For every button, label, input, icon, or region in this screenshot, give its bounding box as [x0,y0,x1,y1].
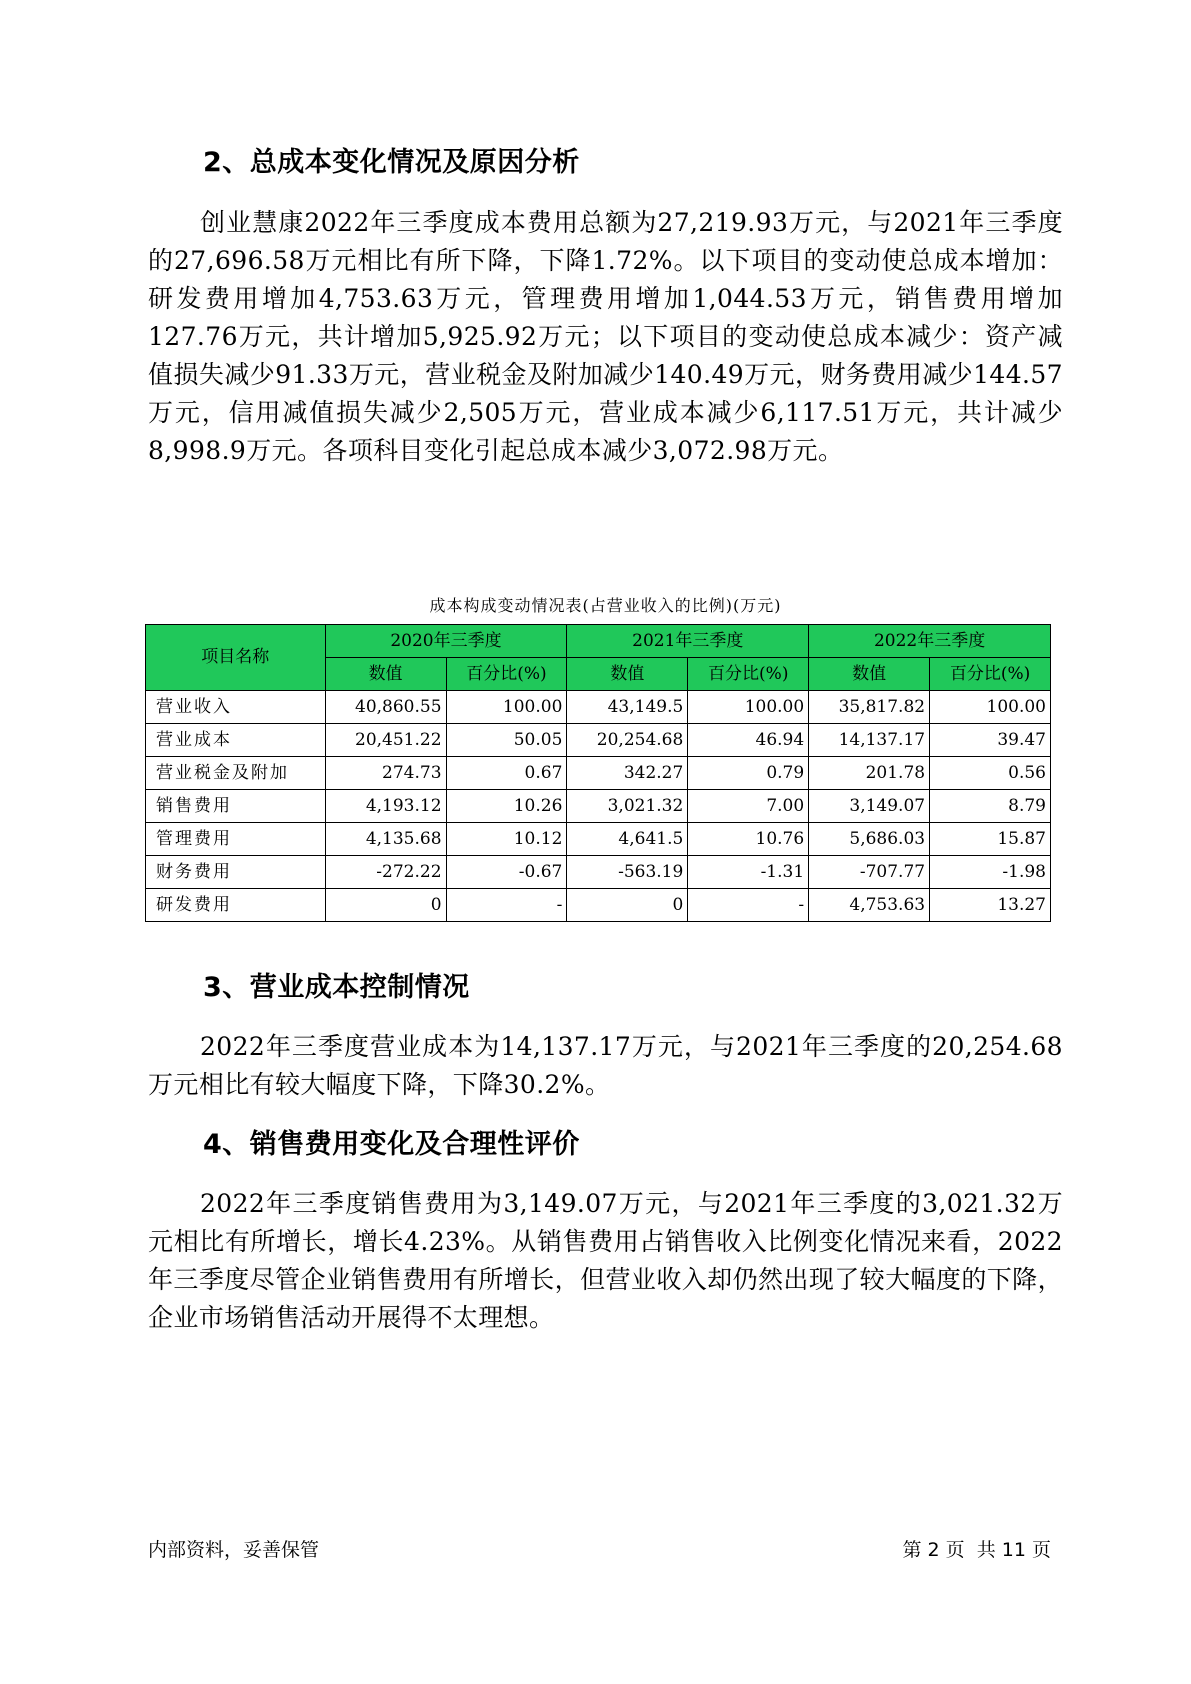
percent-header: 百分比(%) [688,658,809,691]
table-row [146,889,1051,922]
section-3-paragraph: 2022年三季度营业成本为14,137.17万元，与2021年三季度的20,254.68万元相比有较大幅度下降，下降30.2%。 [148,1032,1063,1099]
table-header-row [146,625,1051,658]
cell: 15.87 [930,823,1051,856]
cell: - [688,889,809,922]
cell: 39.47 [930,724,1051,757]
cell: 274.73 [325,757,446,790]
cell: 0 [567,889,688,922]
cell: - [446,889,567,922]
cell: 10.26 [446,790,567,823]
cell: 0.56 [930,757,1051,790]
table-row [146,856,1051,889]
table-row [146,823,1051,856]
cell: 5,686.03 [809,823,930,856]
cell: 342.27 [567,757,688,790]
table-caption: 成本构成变动情况表(占营业收入的比例)(万元) [429,596,782,615]
value-header: 数值 [567,658,688,691]
cell: -272.22 [325,856,446,889]
cell: 35,817.82 [809,691,930,724]
cell: 0.67 [446,757,567,790]
cell: 43,149.5 [567,691,688,724]
row-name: 财务费用 [146,856,326,889]
cell: -563.19 [567,856,688,889]
row-name: 销售费用 [146,790,326,823]
footer-page-number: 第 2 页 共 11 页 [902,1539,1051,1561]
cell: -1.98 [930,856,1051,889]
cell: 3,021.32 [567,790,688,823]
table-row [146,757,1051,790]
table-row [146,691,1051,724]
value-header: 数值 [809,658,930,691]
cell: 4,641.5 [567,823,688,856]
cell: 4,135.68 [325,823,446,856]
cell: 4,753.63 [809,889,930,922]
table-row [146,790,1051,823]
cell: 20,254.68 [567,724,688,757]
period-header-2020: 2020年三季度 [325,625,567,658]
cost-structure-table [145,624,1051,922]
cell: 40,860.55 [325,691,446,724]
percent-header: 百分比(%) [446,658,567,691]
period-header-2021: 2021年三季度 [567,625,809,658]
cell: -1.31 [688,856,809,889]
percent-header: 百分比(%) [930,658,1051,691]
section-4-heading: 4、销售费用变化及合理性评价 [203,1129,580,1160]
value-header: 数值 [325,658,446,691]
row-name: 营业税金及附加 [146,757,326,790]
section-2-heading: 2、总成本变化情况及原因分析 [203,147,580,178]
cell: 50.05 [446,724,567,757]
cell: 0 [325,889,446,922]
table-row [146,724,1051,757]
row-name: 营业收入 [146,691,326,724]
cell: 46.94 [688,724,809,757]
cell: 8.79 [930,790,1051,823]
cell: 7.00 [688,790,809,823]
row-name: 管理费用 [146,823,326,856]
cell: 3,149.07 [809,790,930,823]
section-3-heading: 3、营业成本控制情况 [203,972,470,1003]
item-name-header: 项目名称 [146,625,326,691]
period-header-2022: 2022年三季度 [809,625,1051,658]
section-4-paragraph: 2022年三季度销售费用为3,149.07万元，与2021年三季度的3,021.32万元相比有所增长，增长4.23%。从销售费用占销售收入比例变化情况来看，2022年三季度尽管企业销售费用有所增长，但营业收入却仍然出现了较大幅度的下降，企业市场销售活动开展得不太理想。 [148,1189,1063,1332]
cell: 0.79 [688,757,809,790]
row-name: 营业成本 [146,724,326,757]
cell: -707.77 [809,856,930,889]
row-name: 研发费用 [146,889,326,922]
cell: 10.12 [446,823,567,856]
footer-confidential-note: 内部资料，妥善保管 [148,1539,320,1561]
cell: 14,137.17 [809,724,930,757]
cell: 13.27 [930,889,1051,922]
cell: 201.78 [809,757,930,790]
cell: 10.76 [688,823,809,856]
cell: -0.67 [446,856,567,889]
section-2-paragraph: 创业慧康2022年三季度成本费用总额为27,219.93万元，与2021年三季度的27,696.58万元相比有所下降，下降1.72%。以下项目的变动使总成本增加：研发费用增加4,753.63万元，管理费用增加1,044.53万元，销售费用增加127.76万元，共计增加5,925.92万元；以下项目的变动使总成本减少：资产减值损失减少91.33万元，营业税金及附加减少140.49万元，财务费用减少144.57万元，信用减值损失减少2,505万元，营业成本减少6,117.51万元，共计减少8,998.9万元。各项科目变化引起总成本减少3,072.98万元。 [148,208,1063,465]
cell: 100.00 [930,691,1051,724]
cell: 4,193.12 [325,790,446,823]
cell: 100.00 [446,691,567,724]
cell: 100.00 [688,691,809,724]
cell: 20,451.22 [325,724,446,757]
